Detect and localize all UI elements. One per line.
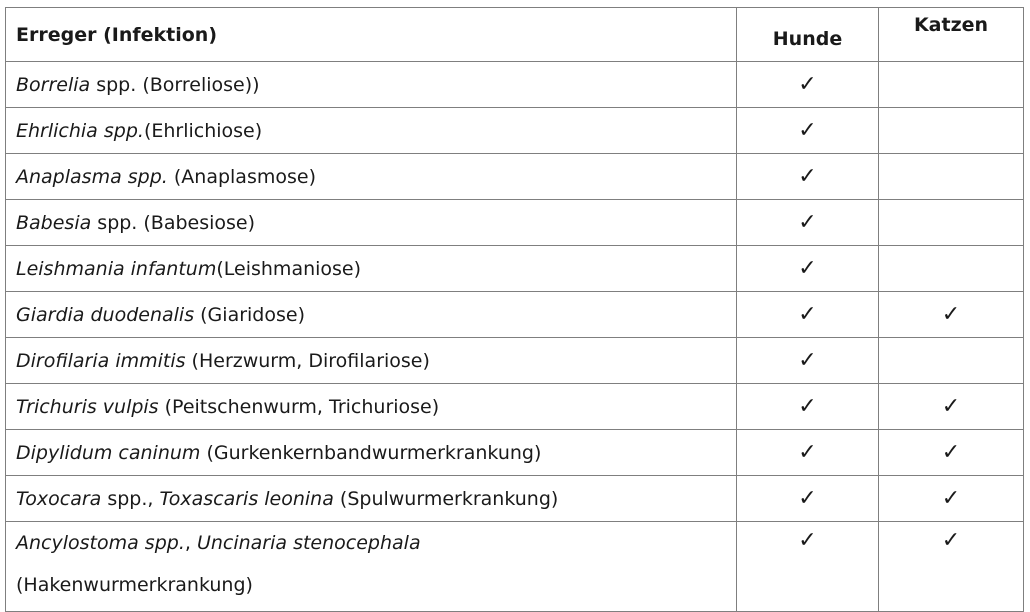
pathogen-cell (6, 154, 737, 200)
header-pathogen: Erreger (Infektion) (6, 8, 737, 62)
cats-cell (879, 522, 1024, 612)
pathogen-cell (6, 292, 737, 338)
table-row (6, 200, 1024, 246)
pathogen-cell (6, 200, 737, 246)
header-dogs: Hunde (737, 8, 879, 62)
infection-name: spp., (101, 487, 160, 510)
pathogen-cell (6, 430, 737, 476)
pathogen-name: Toxascaris leonina (159, 487, 334, 510)
dogs-cell (737, 522, 879, 612)
pathogen-name: Dirofilaria immitis (16, 349, 186, 372)
infection-name: (Spulwurmerkrankung) (333, 487, 559, 510)
cats-cell (879, 154, 1024, 200)
infection-name: (Leishmaniose) (216, 257, 362, 280)
infection-name: (Peitschenwurm, Trichuriose) (158, 395, 440, 418)
infection-name: (Gurkenkernbandwurmerkrankung) (200, 441, 542, 464)
table-row (6, 246, 1024, 292)
pathogen-name: Ehrlichia spp. (16, 119, 144, 142)
pathogen-name: Anaplasma spp. (16, 165, 168, 188)
header-row (6, 8, 1024, 62)
table-row (6, 108, 1024, 154)
pathogen-name: Uncinaria stenocephala (196, 532, 421, 554)
pathogen-name: Toxocara (16, 487, 102, 510)
infection-name: (Hakenwurmerkrankung) (16, 574, 253, 596)
cats-cell (879, 246, 1024, 292)
pathogen-cell (6, 108, 737, 154)
checkmark-icon: ✓ (798, 348, 817, 373)
pathogen-name: Ancylostoma spp. (16, 532, 185, 554)
checkmark-icon: ✓ (798, 164, 817, 189)
cats-cell (879, 338, 1024, 384)
cats-cell (879, 476, 1024, 522)
pathogen-name: Giardia duodenalis (16, 303, 195, 326)
pathogen-cell (6, 476, 737, 522)
dogs-cell (737, 154, 879, 200)
cats-cell (879, 200, 1024, 246)
dogs-cell (737, 476, 879, 522)
checkmark-icon: ✓ (798, 210, 817, 235)
dogs-cell (737, 108, 879, 154)
infection-name: (Herzwurm, Dirofilariose) (185, 349, 430, 372)
checkmark-icon: ✓ (941, 440, 961, 465)
checkmark-icon: ✓ (798, 72, 817, 97)
infection-name: (Ehrlichiose) (143, 119, 263, 142)
cats-cell (879, 108, 1024, 154)
pathogen-name: Borrelia (16, 73, 91, 96)
pathogen-name: Trichuris vulpis (16, 395, 159, 418)
table-row (6, 476, 1024, 522)
cats-cell (879, 292, 1024, 338)
checkmark-icon: ✓ (941, 486, 961, 511)
pathogen-cell (6, 384, 737, 430)
cats-cell (879, 430, 1024, 476)
checkmark-icon: ✓ (798, 256, 817, 281)
header-cats: Katzen (879, 8, 1024, 62)
checkmark-icon: ✓ (941, 302, 961, 327)
checkmark-icon: ✓ (798, 302, 817, 327)
infection-name: (Giaridose) (194, 303, 305, 326)
infection-name: spp. (Babesiose) (91, 211, 256, 234)
checkmark-icon: ✓ (798, 118, 817, 143)
dogs-cell (737, 292, 879, 338)
pathogen-name: Babesia (16, 211, 92, 234)
infection-name: , (184, 532, 197, 554)
table-body (6, 62, 1024, 612)
pathogen-cell (6, 338, 737, 384)
table-row (6, 384, 1024, 430)
infection-name: (Anaplasmose) (167, 165, 316, 188)
dogs-cell (737, 200, 879, 246)
table-row (6, 338, 1024, 384)
checkmark-icon: ✓ (798, 394, 817, 419)
checkmark-icon: ✓ (941, 394, 961, 419)
pathogen-table (5, 7, 1024, 612)
checkmark-icon: ✓ (798, 486, 817, 511)
checkmark-icon: ✓ (798, 440, 817, 465)
checkmark-icon: ✓ (798, 528, 817, 553)
table-row (6, 522, 1024, 612)
infection-name: spp. (Borreliose)) (90, 73, 260, 96)
cats-cell (879, 384, 1024, 430)
cats-cell (879, 62, 1024, 108)
table-row (6, 430, 1024, 476)
pathogen-cell (6, 62, 737, 108)
dogs-cell (737, 338, 879, 384)
dogs-cell (737, 430, 879, 476)
pathogen-name: Leishmania infantum (16, 257, 217, 280)
table-row (6, 292, 1024, 338)
dogs-cell (737, 384, 879, 430)
dogs-cell (737, 62, 879, 108)
dogs-cell (737, 246, 879, 292)
checkmark-icon: ✓ (941, 528, 961, 553)
table-row (6, 154, 1024, 200)
pathogen-cell (6, 522, 737, 612)
pathogen-cell (6, 246, 737, 292)
table-row (6, 62, 1024, 108)
pathogen-name: Dipylidum caninum (16, 441, 201, 464)
